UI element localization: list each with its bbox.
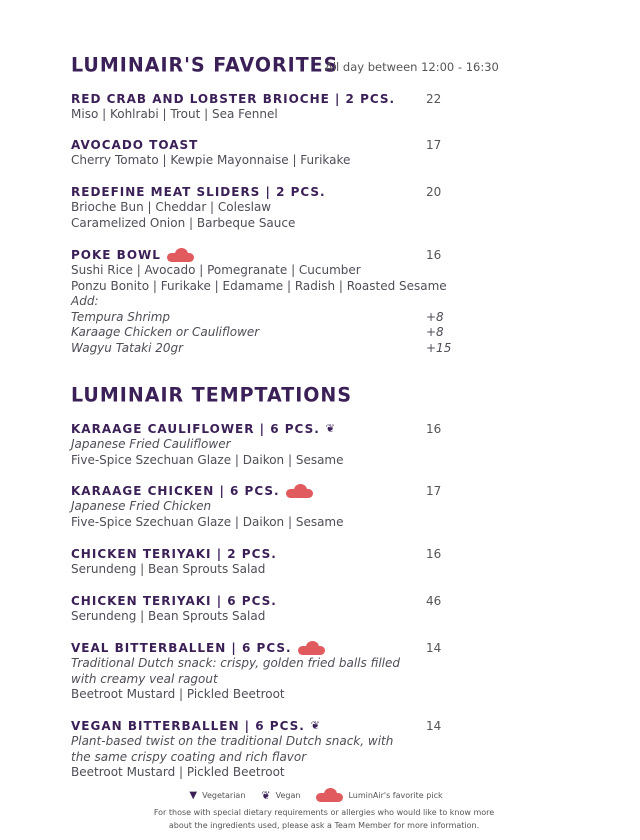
item-name: VEGAN BITTERBALLEN | 6 PCS.	[71, 719, 305, 733]
item-name: KARAAGE CAULIFLOWER | 6 PCS.	[71, 422, 320, 436]
legend-vegetarian	[189, 790, 245, 801]
item-name: AVOCADO TOAST	[71, 138, 199, 152]
add-label: Add:	[71, 294, 99, 309]
menu-item	[71, 247, 531, 357]
item-name: KARAAGE CHICKEN | 6 PCS.	[71, 484, 280, 498]
vegetarian-icon: ▼	[189, 789, 198, 801]
item-price: 16	[426, 248, 442, 262]
item-name-row	[71, 718, 471, 734]
favorite-cloud-icon	[286, 484, 313, 498]
addon-price: +8	[426, 309, 444, 324]
item-subtitle: Japanese Fried Cauliflower	[71, 437, 231, 451]
item-description: Five-Spice Szechuan Glaze | Daikon | Sesame	[71, 514, 344, 529]
item-description: Brioche Bun | Cheddar | Coleslaw	[71, 200, 272, 214]
menu-item	[71, 184, 471, 231]
item-subtitle: Traditional Dutch snack: crispy, golden fried balls filled	[71, 656, 400, 670]
item-price: 14	[426, 719, 442, 733]
menu-item	[71, 718, 471, 781]
item-description: Ponzu Bonito | Furikake | Edamame | Radish | Roasted Sesame	[71, 278, 447, 293]
item-name-row	[71, 421, 471, 437]
menu-item	[71, 546, 471, 578]
footer-line: For those with special dietary requirements or allergies who would like to know more	[153, 808, 495, 817]
addon-name: Tempura Shrimp	[71, 309, 171, 324]
menu-item	[71, 483, 471, 530]
legend-favorite	[316, 788, 442, 802]
section-title-temptations: LUMINAIR TEMPTATIONS	[71, 383, 353, 407]
item-description: Five-Spice Szechuan Glaze | Daikon | Sesame	[71, 452, 344, 467]
section-hours: All day between 12:00 - 16:30	[325, 60, 499, 74]
section-title-favorites: LUMINAIR'S FAVORITES	[71, 53, 339, 77]
item-name: REDEFINE MEAT SLIDERS | 2 PCS.	[71, 185, 326, 199]
item-subtitle: with creamy veal ragout	[71, 671, 218, 686]
addon-name: Karaage Chicken or Cauliflower	[71, 325, 260, 340]
menu-item	[71, 91, 471, 123]
legend-label: LuminAir's favorite pick	[348, 790, 443, 800]
item-name-row	[71, 483, 471, 499]
item-description: Caramelized Onion | Barbeque Sauce	[71, 215, 296, 230]
item-subtitle: Plant-based twist on the traditional Dutch snack, with	[71, 734, 394, 748]
vegan-leaf-icon: ❦	[325, 422, 337, 435]
vegan-leaf-icon: ❦	[310, 719, 322, 732]
item-name-row	[71, 247, 531, 263]
item-description: Beetroot Mustard | Pickled Beetroot	[71, 687, 285, 702]
menu-item	[71, 421, 471, 468]
item-description: Sushi Rice | Avocado | Pomegranate | Cucumber	[71, 263, 361, 277]
item-price: 16	[426, 422, 442, 436]
item-description: Beetroot Mustard | Pickled Beetroot	[71, 765, 285, 780]
footer-line: about the ingredients used, please ask a Team Member for more information.	[168, 821, 480, 830]
item-price: 16	[426, 547, 442, 561]
item-price: 17	[426, 138, 442, 152]
menu-item	[71, 137, 471, 169]
legend-label: Vegetarian	[202, 790, 246, 800]
item-price: 14	[426, 641, 442, 655]
item-description: Miso | Kohlrabi | Trout | Sea Fennel	[71, 107, 278, 121]
item-name-row	[71, 640, 471, 656]
item-name: VEAL BITTERBALLEN | 6 PCS.	[71, 641, 292, 655]
item-name: CHICKEN TERIYAKI | 6 PCS.	[71, 594, 277, 608]
menu-item	[71, 640, 471, 703]
legend	[0, 788, 640, 802]
addon-row	[71, 341, 531, 357]
addon-name: Wagyu Tataki 20gr	[71, 340, 184, 355]
addon-price: +8	[426, 325, 444, 340]
item-description: Cherry Tomato | Kewpie Mayonnaise | Furikake	[71, 153, 351, 167]
item-price: 17	[426, 484, 442, 498]
vegan-leaf-icon: ❦	[261, 788, 271, 802]
addon-row	[71, 325, 531, 341]
item-price: 20	[426, 185, 442, 199]
item-name: POKE BOWL	[71, 248, 161, 262]
legend-label: Vegan	[275, 790, 301, 800]
item-subtitle: Japanese Fried Chicken	[71, 499, 212, 513]
item-price: 22	[426, 92, 442, 106]
item-name: RED CRAB AND LOBSTER BRIOCHE | 2 PCS.	[71, 92, 396, 106]
legend-vegan	[261, 789, 300, 802]
menu-item	[71, 593, 471, 625]
allergy-notice	[0, 806, 634, 832]
favorite-cloud-icon	[167, 248, 194, 262]
item-subtitle: the same crispy coating and rich flavor	[71, 749, 307, 764]
addon-price: +15	[426, 340, 452, 355]
item-description: Serundeng | Bean Sprouts Salad	[71, 562, 266, 576]
item-description: Serundeng | Bean Sprouts Salad	[71, 609, 266, 623]
item-price: 46	[426, 594, 442, 608]
item-name: CHICKEN TERIYAKI | 2 PCS.	[71, 547, 277, 561]
favorite-cloud-icon	[316, 788, 343, 802]
addon-row	[71, 310, 531, 326]
favorite-cloud-icon	[298, 641, 325, 655]
